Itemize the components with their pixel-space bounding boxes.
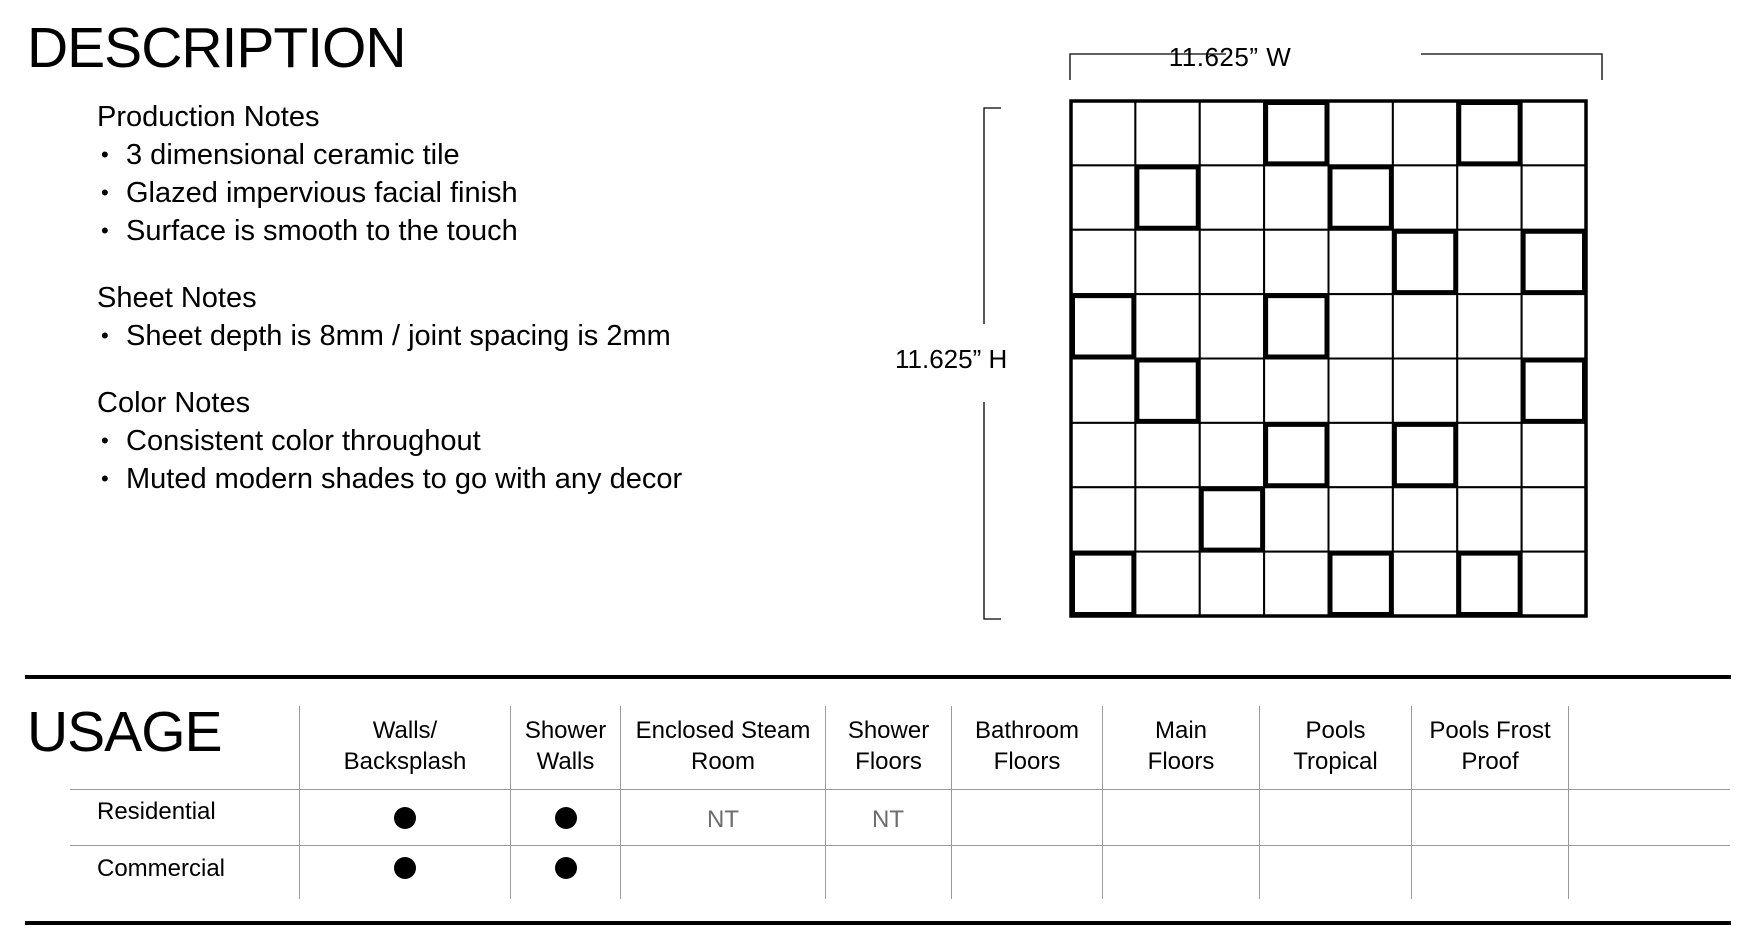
tile-cell: [1393, 294, 1457, 358]
tile-cell: [1200, 101, 1264, 165]
table-column-divider: [1568, 706, 1569, 899]
width-dimension-label: 11.625” W: [1168, 42, 1292, 72]
usage-nt-residential-shower-floors: NT: [872, 806, 904, 833]
row-label-commercial: Commercial: [97, 855, 226, 882]
tile-cell: [1200, 230, 1264, 294]
tile-cell: [1135, 359, 1199, 423]
tile-cell: [1071, 101, 1135, 165]
tile-cell: [1329, 101, 1393, 165]
tile-cell: [1393, 359, 1457, 423]
section-divider-bottom: [25, 921, 1731, 925]
column-header-line: Floors: [1147, 748, 1215, 775]
description-heading: DESCRIPTION: [27, 16, 406, 80]
tile-cell: [1457, 230, 1521, 294]
usage-dot-residential-shower-walls: [555, 807, 577, 829]
column-header-line: Shower: [524, 717, 607, 744]
tile-cell: [1457, 101, 1521, 165]
table-row-divider: [70, 789, 1730, 790]
height-dimension-label: 11.625” H: [895, 344, 1008, 374]
tile-cell: [1393, 165, 1457, 229]
bullet: •: [101, 142, 109, 167]
tile-cell: [1393, 487, 1457, 551]
tile-cell: [1071, 359, 1135, 423]
tile-cell: [1264, 423, 1328, 487]
tile-cell: [1393, 101, 1457, 165]
tile-cell: [1264, 487, 1328, 551]
list-item-text: Sheet depth is 8mm / joint spacing is 2mm: [126, 320, 671, 352]
tile-cell: [1264, 552, 1328, 616]
tile-cell: [1329, 294, 1393, 358]
usage-dot-residential-walls-backsplash: [394, 807, 416, 829]
usage-dot-commercial-walls-backsplash: [394, 857, 416, 879]
tile-cell: [1135, 294, 1199, 358]
section-title: Production Notes: [97, 101, 320, 133]
column-header-walls-backsplash: [300, 715, 510, 777]
column-header-line: Bathroom: [974, 717, 1080, 744]
tile-cell: [1329, 552, 1393, 616]
row-label-residential: Residential: [97, 798, 216, 825]
column-header-line: Main: [1154, 717, 1208, 744]
tile-cell: [1457, 294, 1521, 358]
tile-cell: [1522, 359, 1586, 423]
column-header-line: Pools: [1305, 717, 1366, 744]
column-header-shower-floors: [826, 715, 951, 777]
column-header-line: Enclosed Steam: [635, 717, 811, 744]
column-header-line: Backsplash: [343, 748, 467, 775]
tile-cell: [1071, 165, 1135, 229]
tile-cell: [1200, 165, 1264, 229]
bullet: •: [101, 466, 109, 491]
list-item-text: Muted modern shades to go with any decor: [126, 463, 683, 495]
list-item-text: Glazed impervious facial finish: [126, 177, 518, 209]
bullet: •: [101, 218, 109, 243]
tile-cell: [1329, 230, 1393, 294]
tile-cell: [1457, 165, 1521, 229]
column-header-line: Proof: [1461, 748, 1519, 775]
tile-cell: [1522, 165, 1586, 229]
tile-cell: [1200, 487, 1264, 551]
list-item-text: Surface is smooth to the touch: [126, 215, 518, 247]
tile-cell: [1522, 423, 1586, 487]
tile-cell: [1200, 359, 1264, 423]
column-header-pools-tropical: [1260, 715, 1411, 777]
tile-cell: [1264, 294, 1328, 358]
tile-cell: [1522, 101, 1586, 165]
tile-cell: [1393, 230, 1457, 294]
tile-cell: [1135, 552, 1199, 616]
tile-cell: [1264, 101, 1328, 165]
tile-cell: [1071, 487, 1135, 551]
column-header-line: Shower: [847, 717, 930, 744]
tile-cell: [1329, 165, 1393, 229]
column-header-line: Pools Frost: [1429, 717, 1551, 744]
tile-cell: [1071, 294, 1135, 358]
usage-heading: USAGE: [27, 700, 222, 764]
column-header-main-floors: [1103, 715, 1259, 777]
column-header-line: Floors: [855, 748, 922, 775]
tile-cell: [1135, 101, 1199, 165]
tile-cell: [1457, 359, 1521, 423]
tile-cell: [1071, 423, 1135, 487]
tile-cell: [1071, 552, 1135, 616]
tile-cell: [1393, 423, 1457, 487]
tile-cell: [1135, 487, 1199, 551]
column-header-bathroom-floors: [952, 715, 1102, 777]
table-row-divider: [70, 845, 1730, 846]
tile-cell: [1457, 552, 1521, 616]
bullet: •: [101, 428, 109, 453]
section-title: Color Notes: [97, 387, 251, 419]
tile-cell: [1329, 487, 1393, 551]
tile-cell: [1457, 487, 1521, 551]
tile-cell: [1135, 165, 1199, 229]
column-header-line: Room: [690, 748, 756, 775]
column-header-shower-walls: [511, 715, 620, 777]
column-header-line: Tropical: [1293, 748, 1378, 775]
tile-cell: [1264, 230, 1328, 294]
tile-cell: [1200, 423, 1264, 487]
section-divider-top: [25, 675, 1731, 679]
tile-cell: [1200, 552, 1264, 616]
list-item-text: 3 dimensional ceramic tile: [126, 139, 460, 171]
tile-cell: [1264, 165, 1328, 229]
tile-cell: [1522, 552, 1586, 616]
tile-cell: [1200, 294, 1264, 358]
usage-dot-commercial-shower-walls: [555, 857, 577, 879]
column-header-pools-frost-proof: [1412, 715, 1568, 777]
bullet: •: [101, 323, 109, 348]
list-item-text: Consistent color throughout: [126, 425, 481, 457]
column-header-enclosed-steam-room: [621, 715, 825, 777]
tile-cell: [1457, 423, 1521, 487]
column-header-line: Floors: [993, 748, 1061, 775]
section-title: Sheet Notes: [97, 282, 257, 314]
tile-cell: [1329, 359, 1393, 423]
tile-cell: [1071, 230, 1135, 294]
column-header-line: Walls: [536, 748, 595, 775]
tile-grid: [1071, 101, 1586, 616]
tile-cell: [1522, 230, 1586, 294]
tile-cell: [1522, 487, 1586, 551]
tile-cell: [1135, 230, 1199, 294]
tile-cell: [1393, 552, 1457, 616]
bullet: •: [101, 180, 109, 205]
usage-nt-residential-steam-room: NT: [707, 806, 739, 833]
column-header-line: Walls/: [372, 717, 438, 744]
tile-cell: [1522, 294, 1586, 358]
tile-cell: [1135, 423, 1199, 487]
tile-cell: [1264, 359, 1328, 423]
tile-cell: [1329, 423, 1393, 487]
